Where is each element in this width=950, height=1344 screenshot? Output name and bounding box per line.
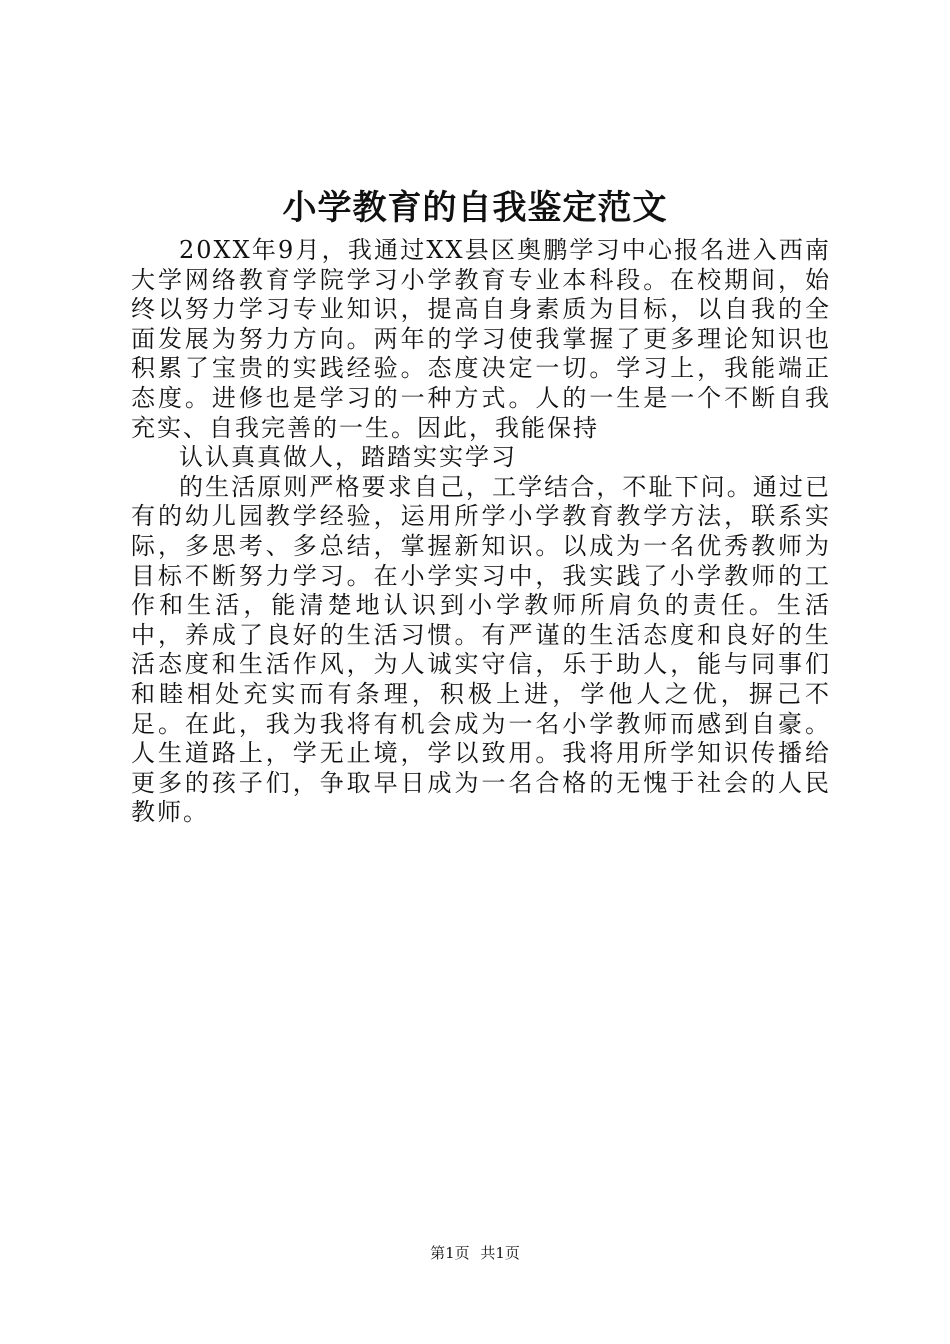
paragraph-2: 认认真真做人，踏踏实实学习 [179,443,517,472]
paragraph-1: 20XX年9月，我通过XX县区奥鹏学习中心报名进入西南大学网络教育学院学习小学教育专业本科段。在校期间，始终以努力学习专业知识，提高自身素质为目标，以自我的全面发展为努力方向。两年的学习使我掌握了更多理论知识也积累了宝贵的实践经验。态度决定一切。学习上，我能端正态度。进修也是学习的一种方式。人的一生是一个不断自我充实、自我完善的一生。因此，我能保持 [131,236,831,442]
page-number: 第1页 [430,1244,470,1262]
paragraph-3: 的生活原则严格要求自己，工学结合，不耻下问。通过已有的幼儿园教学经验，运用所学小学教育教学方法，联系实际，多思考、多总结，掌握新知识。以成为一名优秀教师为目标不断努力学习。在小学实习中，我实践了小学教师的工作和生活，能清楚地认识到小学教师所肩负的责任。生活中，养成了良好的生活习惯。有严谨的生活态度和良好的生活态度和生活作风，为人诚实守信，乐于助人，能与同事们和睦相处充实而有条理，积极上进，学他人之优，摒己不足。在此，我为我将有机会成为一名小学教师而感到自豪。人生道路上，学无止境，学以致用。我将用所学知识传播给更多的孩子们，争取早日成为一名合格的无愧于社会的人民教师。 [131,472,831,827]
document-body [131,236,831,828]
page-total: 共1页 [480,1244,520,1262]
document-title: 小学教育的自我鉴定范文 [282,188,668,228]
page-footer [0,1243,950,1263]
